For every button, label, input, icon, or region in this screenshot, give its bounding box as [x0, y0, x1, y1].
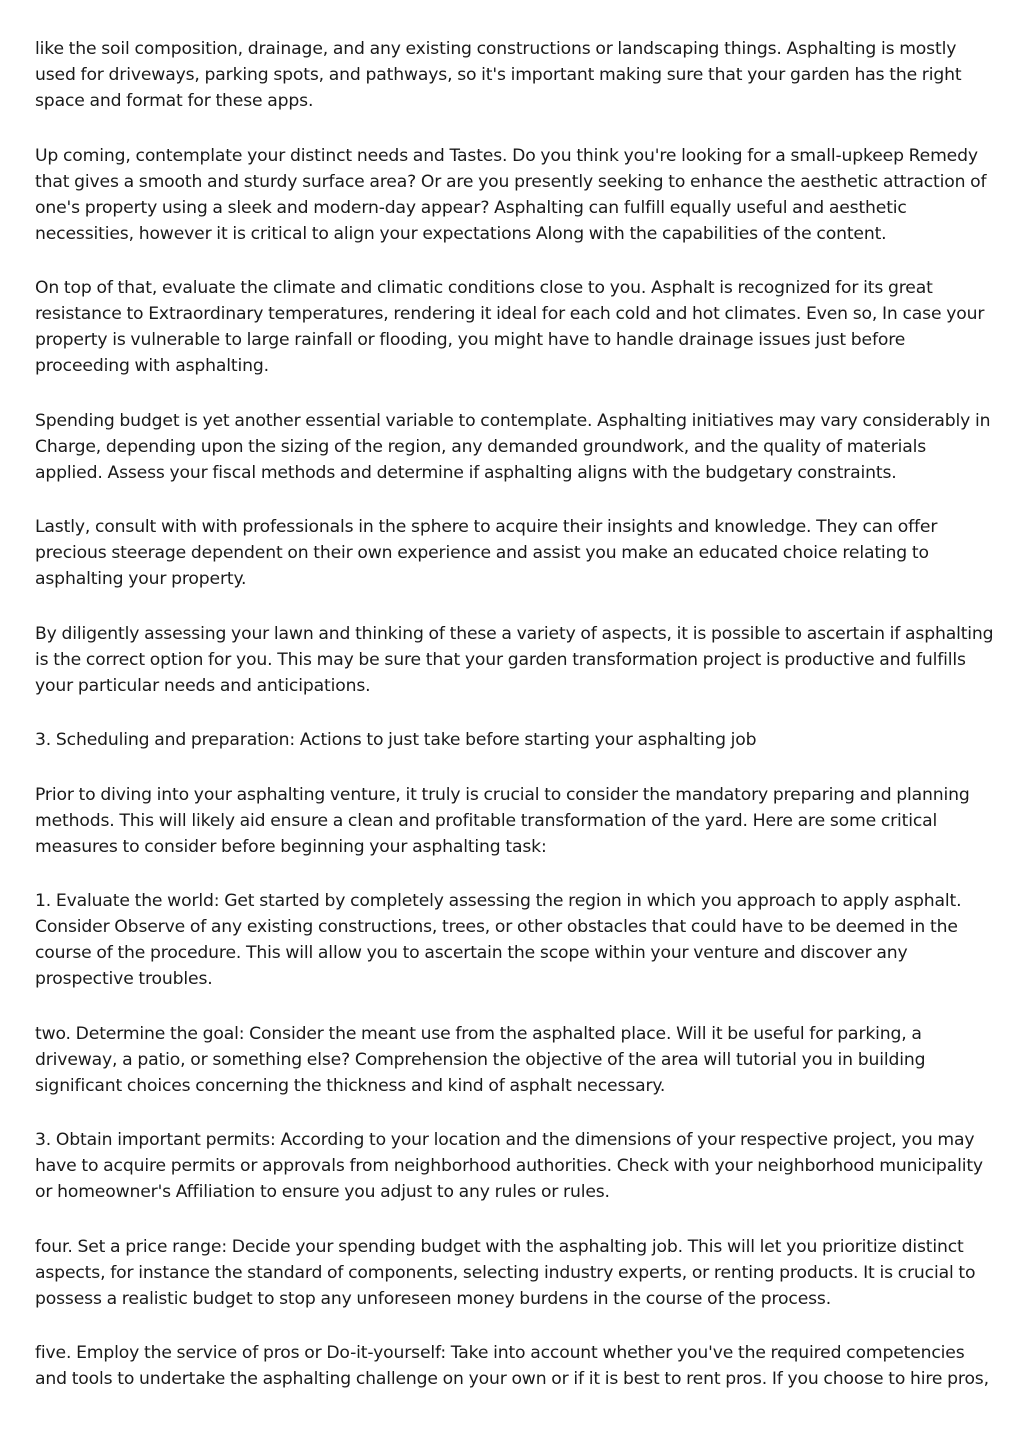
list-item-set-budget: four. Set a price range: Decide your spending budget with the asphalting job. This will let you prioritize distinct aspects, for instance the standard of components, selecting industry experts, or renting products. It is crucial to possess a realistic budget to stop any unforeseen money burdens in the course of the process. — [35, 1236, 976, 1309]
document-body — [35, 36, 995, 1421]
list-item-determine-goal: two. Determine the goal: Consider the meant use from the asphalted place. Will it be useful for parking, a driveway, a patio, or something else? Comprehension the objective of the area will tutorial you in building significant choices concerning the thickness and kind of asphalt necessary. — [35, 1023, 926, 1096]
paragraph-consult-professionals: Lastly, consult with with professionals in the sphere to acquire their insights and knowledge. They can offer precious steerage dependent on their own experience and assist you make an educated choice relating to asphalting your property. — [35, 517, 938, 589]
paragraph-needs-and-tastes: Up coming, contemplate your distinct needs and Tastes. Do you think you're looking for a small-upkeep Remedy that gives a smooth and sturdy surface area? Or are you presently seeking to enhance the aesthetic attraction of one's property using a sleek and modern-day appear? Asphalting can fulfill equally useful and aesthetic necessities, however it is critical to align your expectations Along with the capabilities of the content. — [35, 145, 987, 244]
list-item-evaluate-area: 1. Evaluate the world: Get started by completely assessing the region in which you approach to apply asphalt. Consider Observe of any existing constructions, trees, or other obstacles that could have to be deemed in the course of the procedure. This will allow you to ascertain the scope within your venture and discover any prospective troubles. — [35, 891, 962, 989]
list-item-hire-pros: five. Employ the service of pros or Do-it-yourself: Take into account whether you've the required competencies and tools to undertake the asphalting challenge on your own or if it is best to rent pros. If you choose to hire pros, — [35, 1343, 989, 1389]
paragraph-conclusion: By diligently assessing your lawn and thinking of these a variety of aspects, it is possible to ascertain if asphalting is the correct option for you. This may be sure that your garden transformation project is productive and fulfills your particular needs and anticipations. — [35, 623, 994, 696]
section-heading-planning: 3. Scheduling and preparation: Actions to just take before starting your asphalting job — [35, 730, 757, 750]
paragraph-planning-intro: Prior to diving into your asphalting venture, it truly is crucial to consider the mandatory preparing and planning methods. This will likely aid ensure a clean and profitable transformation of the yard. Here are some critical measures to consider before beginning your asphalting task: — [35, 784, 970, 857]
paragraph-budget: Spending budget is yet another essential variable to contemplate. Asphalting initiatives may vary considerably in Charge, depending upon the sizing of the region, any demanded groundwork, and the quality of materials applied. Assess your fiscal methods and determine if asphalting aligns with the budgetary constraints. — [35, 410, 991, 483]
paragraph-climate: On top of that, evaluate the climate and climatic conditions close to you. Asphalt is recognized for its great resistance to Extraordinary temperatures, rendering it ideal for each cold and hot climates. Even so, In case your property is vulnerable to large rainfall or flooding, you might have to handle drainage issues just before proceeding with asphalting. — [35, 278, 985, 376]
paragraph-site-assessment: like the soil composition, drainage, and any existing constructions or landscaping things. Asphalting is mostly used for driveways, parking spots, and pathways, so it's important making sure that your garden has the right space and format for these apps. — [35, 39, 962, 111]
list-item-obtain-permits: 3. Obtain important permits: According to your location and the dimensions of your respective project, you may have to acquire permits or approvals from neighborhood authorities. Check with your neighborhood municipality or homeowner's Affiliation to ensure you adjust to any rules or rules. — [35, 1130, 983, 1202]
